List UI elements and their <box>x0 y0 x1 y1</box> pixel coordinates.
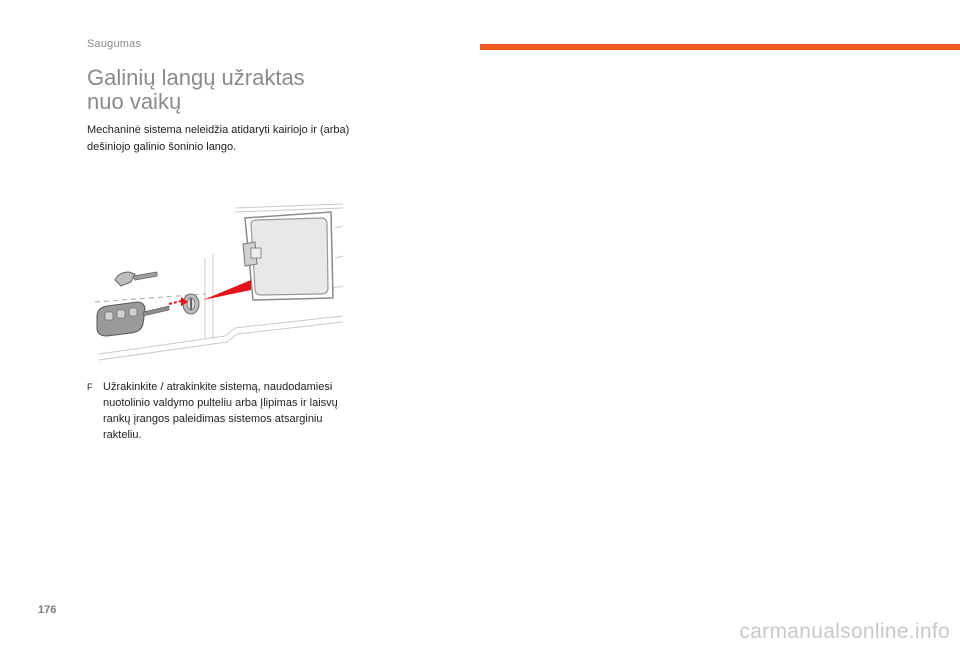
section-label: Saugumas <box>87 38 142 50</box>
section-accent-bar <box>480 44 960 50</box>
instruction-text: Užrakinkite / atrakinkite sistemą, naudodamiesi nuotolinio valdymo pulteliu arba Įlipimas ir laisvų rankų įrangos paleidimas sistemos atsarginiu rakteliu. <box>103 381 338 441</box>
page-title <box>87 66 367 114</box>
lock-cylinder-icon <box>183 294 199 314</box>
illustration-svg <box>85 198 347 370</box>
arrow-icon <box>203 280 251 300</box>
window-icon <box>243 212 333 300</box>
page-number: 176 <box>38 604 57 616</box>
watermark: carmanualsonline.info <box>739 620 950 643</box>
page-title-line-2: nuo vaikų <box>87 89 182 114</box>
page-title-line-1: Galinių langų užraktas <box>87 65 305 90</box>
intro-paragraph: Mechaninė sistema neleidžia atidaryti kairiojo ir (arba) dešiniojo galinio šoninio lango. <box>87 124 350 153</box>
instruction-item <box>87 379 347 443</box>
bullet-marker: F <box>87 382 93 392</box>
child-lock-illustration <box>85 198 347 370</box>
arrow-icon-small <box>169 301 181 304</box>
key-fob-icon <box>97 302 169 336</box>
key-blade-icon <box>115 272 157 286</box>
